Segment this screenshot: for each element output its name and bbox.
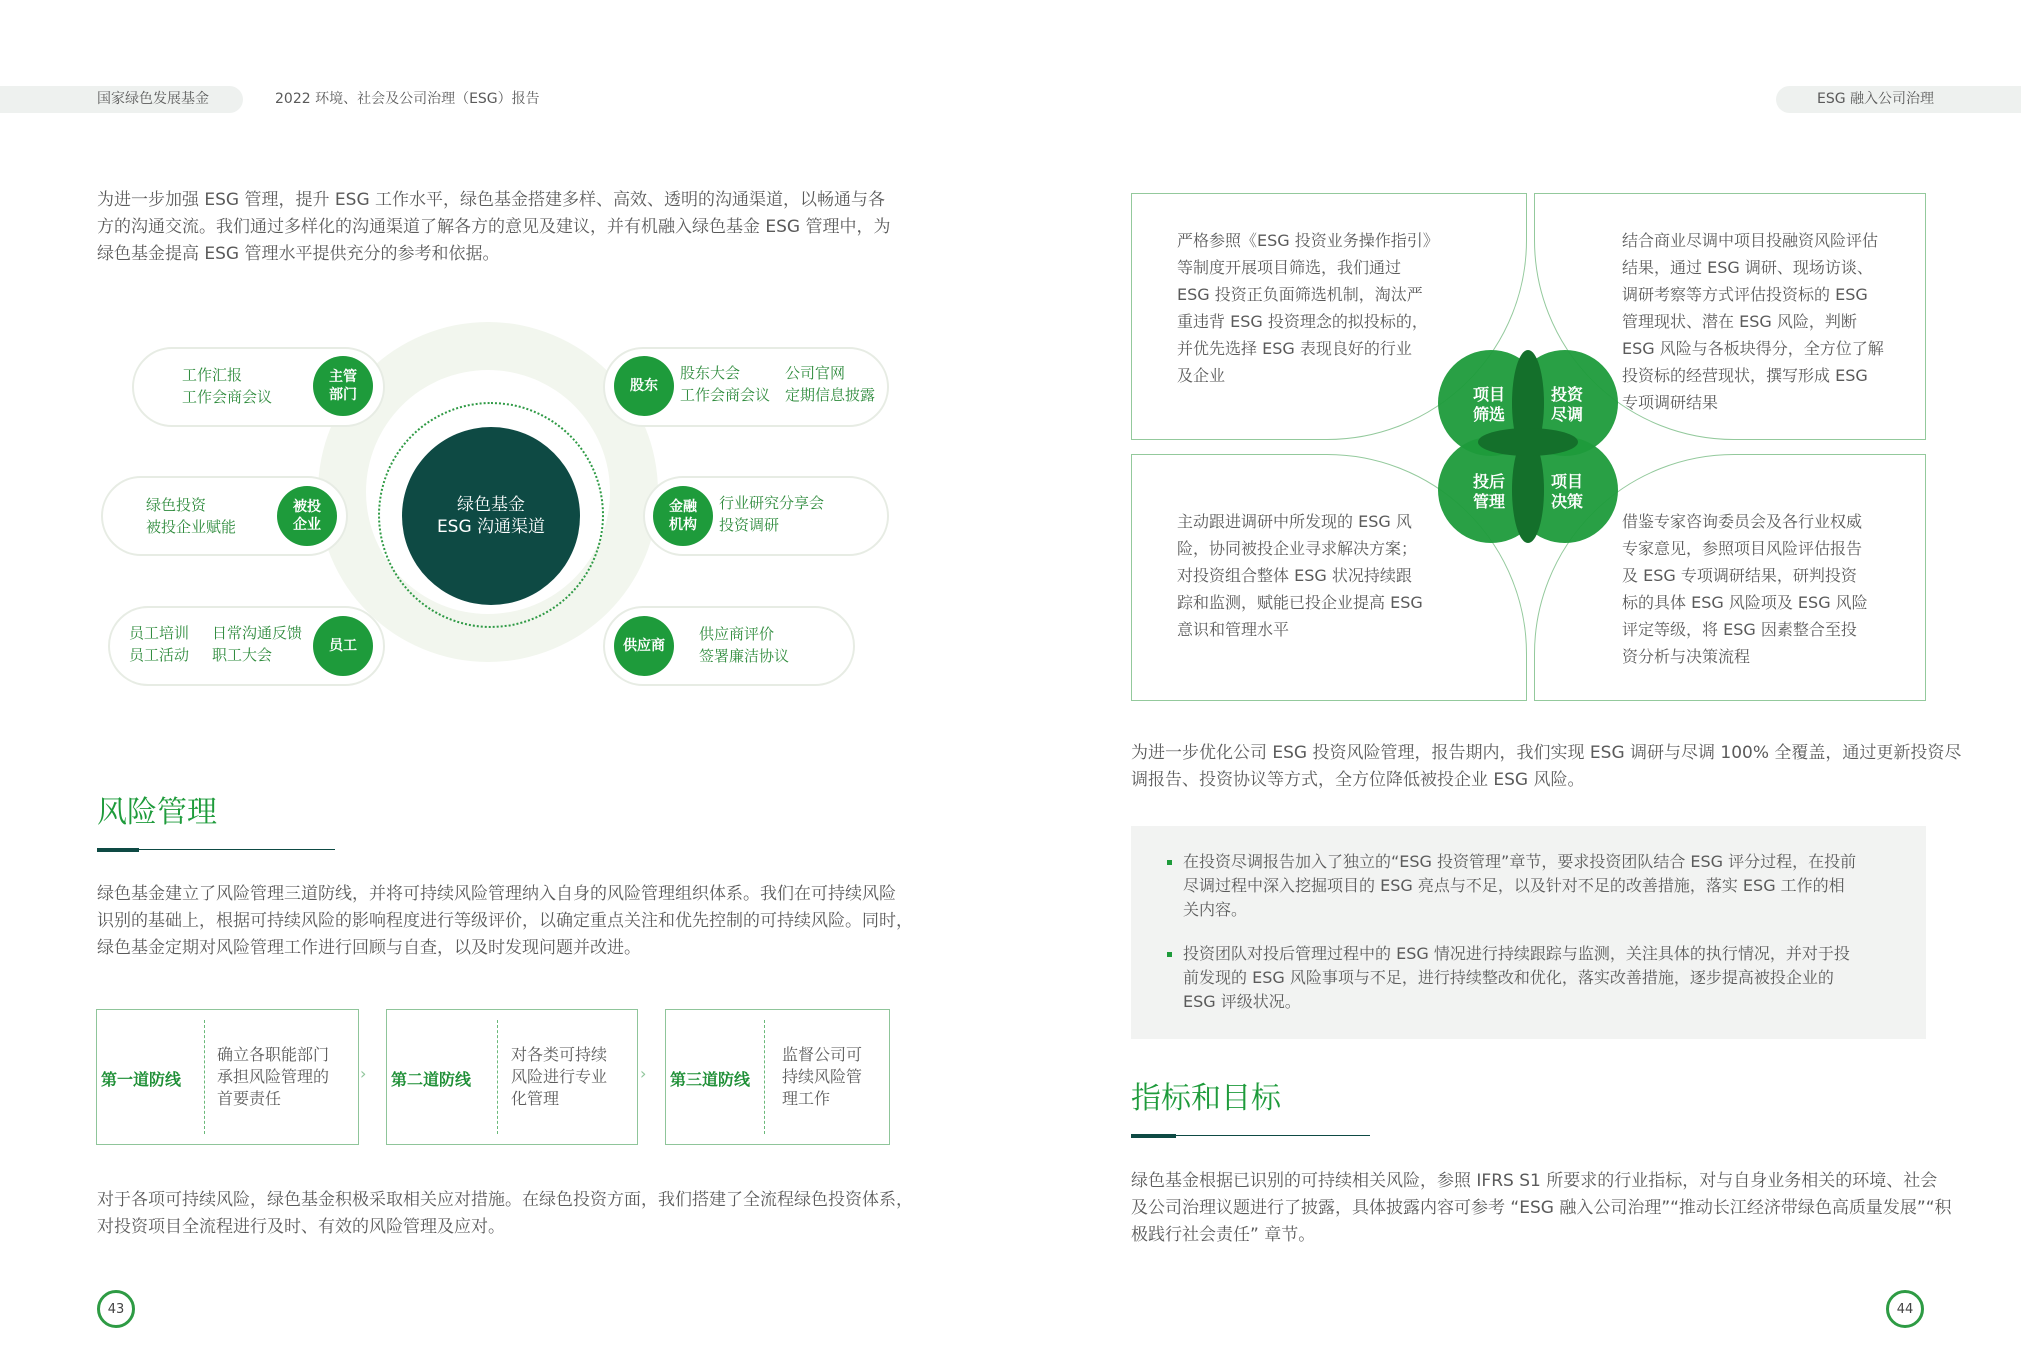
channel-shareholder-col1: 股东大会 工作会商会议: [680, 364, 771, 404]
channel-financial-label: 金融 机构: [653, 486, 713, 546]
report-title: 2022 环境、社会及公司治理（ESG）报告: [275, 91, 540, 107]
defense-line-2: 第二道防线 对各类可持续 风险进行专业 化管理: [386, 1009, 638, 1145]
center-circle: 绿色基金 ESG 沟通渠道: [402, 427, 580, 605]
left-intro: 为进一步加强 ESG 管理，提升 ESG 工作水平，绿色基金搭建多样、高效、透明的沟通渠道，以畅通与各 方的沟通交流。我们通过多样化的沟通渠道了解各方的意见及建议，并有机融入绿色基金 ESG 管理中，为 绿色基金提高 ESG 管理水平提供充分的参考和依据。: [97, 190, 891, 264]
bullet-item: 投资团队对投后管理过程中的 ESG 情况进行持续跟踪与监测，关注具体的执行情况，并对于投 前发现的 ESG 风险事项与不足，进行持续整改和优化，落实改善措施，逐步提高被投企业的 ESG 评级状况。: [1183, 944, 1850, 1011]
channel-investee-label: 被投 企业: [277, 486, 337, 546]
page-number-left: 43: [97, 1290, 135, 1328]
process-text-screening: 严格参照《ESG 投资业务操作指引》 等制度开展项目筛选，我们通过 ESG 投资正负面筛选机制，淘汰严 重违背 ESG 投资理念的拟投标的， 并优先选择 ESG 表现良好的行业 及企业: [1177, 231, 1439, 385]
channel-employee-col1: 员工培训 员工活动: [129, 624, 190, 664]
org-name: 国家绿色发展基金: [97, 91, 209, 107]
channel-supplier-items: 供应商评价 签署廉洁协议: [699, 625, 790, 665]
right-paragraph-1: 为进一步优化公司 ESG 投资风险管理，报告期内，我们实现 ESG 调研与尽调 100% 全覆盖，通过更新投资尽 调报告、投资协议等方式，全方位降低被投企业 ESG 风险。: [1131, 743, 1962, 790]
bullet-item: 在投资尽调报告加入了独立的“ESG 投资管理”章节，要求投资团队结合 ESG 评分过程，在投前 尽调过程中深入挖掘项目的 ESG 亮点与不足，以及针对不足的改善措施，落实 ESG 工作的相 关内容。: [1183, 852, 1857, 919]
bullet-marker: [1167, 952, 1172, 957]
metrics-paragraph: 绿色基金根据已识别的可持续相关风险，参照 IFRS S1 所要求的行业指标，对与自身业务相关的环境、社会 及公司治理议题进行了披露，具体披露内容可参考 “ESG 融入公司治理”“推动长江经济带绿色高质量发展”“积 极践行社会责任” 章节。: [1131, 1171, 1952, 1245]
channel-employee-label: 员工: [313, 616, 373, 676]
page-number-right: 44: [1886, 1290, 1924, 1328]
title-underline-accent: [1131, 1134, 1176, 1138]
channel-competent-items: 工作汇报 工作会商会议: [182, 366, 273, 406]
chevron-right-icon: ›: [360, 1064, 367, 1083]
title-underline: [1176, 1135, 1370, 1136]
clover-label-screening: 项目 筛选: [1473, 385, 1506, 424]
channel-shareholder-label: 股东: [614, 356, 674, 416]
defense-line-1: 第一道防线 确立各职能部门 承担风险管理的 首要责任: [96, 1009, 359, 1145]
metrics-targets-title: 指标和目标: [1131, 1081, 1281, 1116]
channel-supplier-label: 供应商: [614, 616, 674, 676]
channel-investee-items: 绿色投资 被投企业赋能: [146, 496, 237, 536]
risk-paragraph-2: 对于各项可持续风险，绿色基金积极采取相关应对措施。在绿色投资方面，我们搭建了全流程绿色投资体系， 对投资项目全流程进行及时、有效的风险管理及应对。: [97, 1190, 913, 1237]
clover-overlap-middle: [1478, 428, 1578, 456]
channel-employee-col2: 日常沟通反馈 职工大会: [212, 624, 303, 664]
chevron-right-icon: ›: [640, 1064, 647, 1083]
risk-management-title: 风险管理: [97, 795, 217, 830]
section-name: ESG 融入公司治理: [1817, 91, 1935, 107]
risk-paragraph: 绿色基金建立了风险管理三道防线，并将可持续风险管理纳入自身的风险管理组织体系。我们在可持续风险 识别的基础上，根据可持续风险的影响程度进行等级评价，以确定重点关注和优先控制的可持续风险。同时， 绿色基金定期对风险管理工作进行回顾与自查，以及时发现问题并改进。: [97, 884, 913, 958]
channel-shareholder-col2: 公司官网 定期信息披露: [785, 364, 876, 404]
clover-label-post-management: 投后 管理: [1473, 472, 1506, 511]
title-underline: [139, 849, 335, 850]
title-underline-accent: [97, 848, 139, 852]
clover-label-decision: 项目 决策: [1551, 472, 1584, 511]
process-text-decision: 借鉴专家咨询委员会及各行业权威 专家意见，参照项目风险评估报告 及 ESG 专项调研结果，研判投资 标的具体 ESG 风险项及 ESG 风险 评定等级，将 ESG 因素整合至投 资分析与决策流程: [1622, 512, 1868, 666]
channel-competent-label: 主管 部门: [313, 356, 373, 416]
channel-financial-items: 行业研究分享会 投资调研: [719, 494, 825, 534]
defense-line-3: 第三道防线 监督公司可 持续风险管 理工作: [665, 1009, 890, 1145]
process-text-due-diligence: 结合商业尽调中项目投融资风险评估 结果，通过 ESG 调研、现场访谈、 调研考察等方式评估投资标的 ESG 管理现状、潜在 ESG 风险，判断 ESG 风险与各板块得分，全方位了解 投资标的经营现状，撰写形成 ESG 专项调研结果: [1622, 231, 1884, 412]
process-text-post-management: 主动跟进调研中所发现的 ESG 风 险，协同被投企业寻求解决方案； 对投资组合整体 ESG 状况持续跟 踪和监测，赋能已投企业提高 ESG 意识和管理水平: [1177, 512, 1423, 639]
clover-label-due-diligence: 投资 尽调: [1551, 385, 1584, 424]
bullet-marker: [1167, 860, 1172, 865]
